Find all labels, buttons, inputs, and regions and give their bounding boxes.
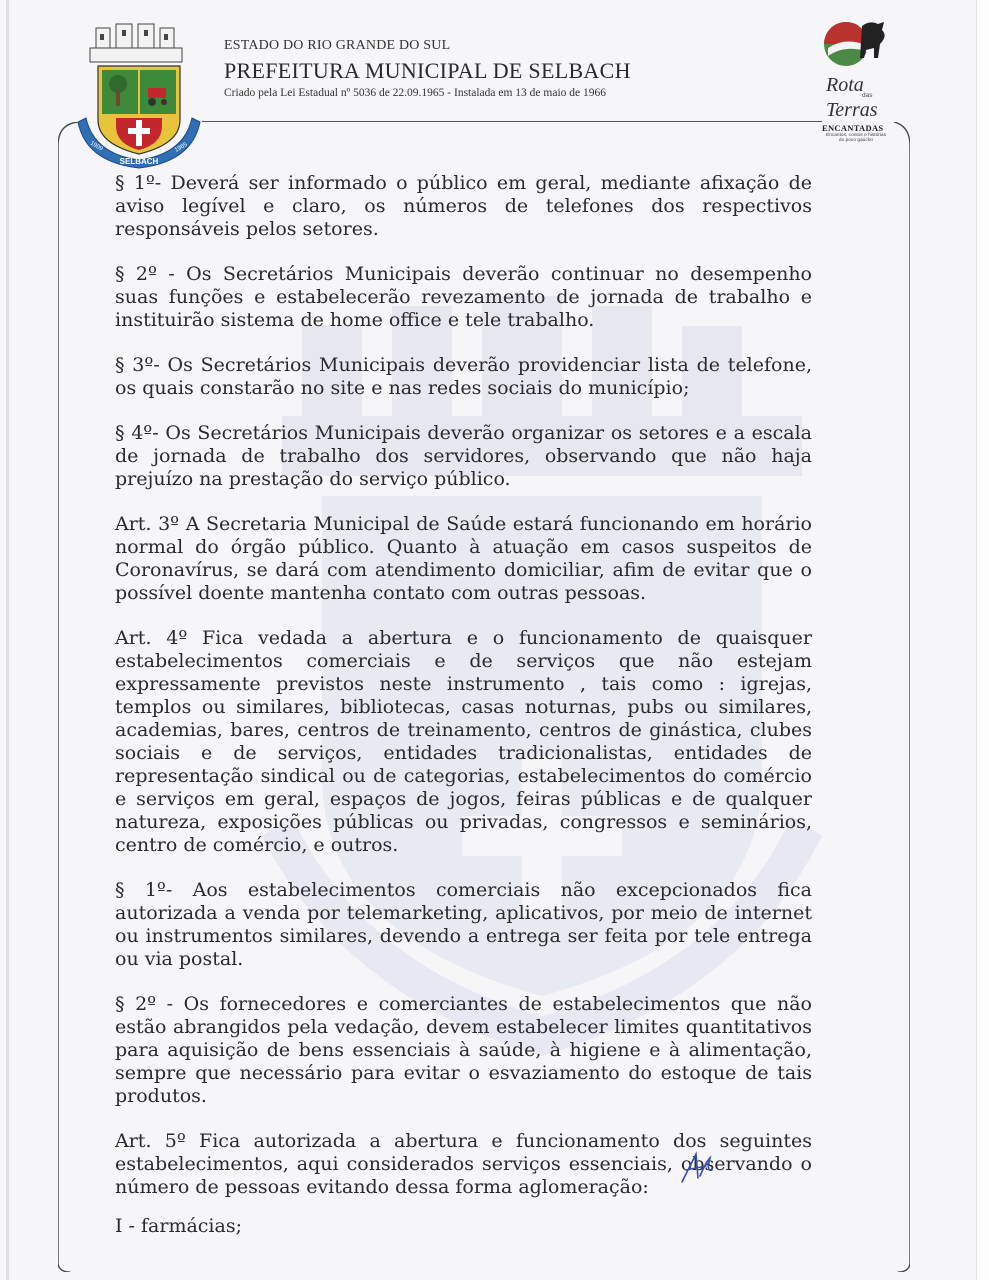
article-4: Art. 4º Fica vedada a abertura e o funcionamento de quaisquer estabelecimentos comerciais e de serviços que não estejam expressamente previstos neste instrumento , tais como : igrejas, templos ou similares, bibliotecas, casas noturnas, pubs ou similares, academias, bares, centros de treinamento, centros de ginástica, clubes sociais e de serviços, entidades tradicionalistas, entidades de representação sindical ou de categorias, estabelecimentos do comércio e serviços em geral, espaços de jogos, feiras públicas e de qualquer natureza, exposições públicas ou privadas, congressos e seminários, centro de comércio, e outros. [115,627,812,856]
logo-word-das: das [862,92,873,99]
logo-word-encantadas: ENCANTADAS [822,123,884,133]
paragraph-2: § 2º - Os Secretários Municipais deverão continuar no desempenho suas funções e estabelecerão revezamento de jornada de trabalho e instituirão sistema de home office e tele trabalho. [115,263,812,331]
logo-word-terras: Terras [826,99,878,121]
creation-law-subtitle: Criado pela Lei Estadual nº 5036 de 22.09.1965 - Instalada em 13 de maio de 1966 [224,87,607,99]
article-5: Art. 5º Fica autorizada a abertura e funcionamento dos seguintes estabelecimentos, aqui considerados serviços essenciais, observando o número de pessoas evitando dessa forma aglomeração: [115,1130,812,1198]
page-edge-shadow [6,0,9,1280]
item-i: I - farmácias; [115,1215,242,1237]
logo-tagline: Encantos, contos e histórias do povo gaúcho [826,133,886,144]
decree-body [115,172,812,1260]
paragraph-3: § 3º- Os Secretários Municipais deverão providenciar lista de telefone, os quais constarão no site e nas redes sociais do município; [115,354,812,399]
article-4-paragraph-1: § 1º- Aos estabelecimentos comerciais não excepcionados fica autorizada a venda por telemarketing, aplicativos, por meio de internet ou instrumentos similares, devendo a entrega ser feita por tele entrega ou via postal. [115,879,812,970]
handwritten-initials [676,1148,716,1188]
logo-word-rota: Rota [826,74,864,96]
paragraph-4: § 4º- Os Secretários Municipais deverão organizar os setores e a escala de jornada de trabalho dos servidores, observando que não haja prejuízo na prestação do serviço público. [115,422,812,490]
article-3: Art. 3º A Secretaria Municipal de Saúde estará funcionando em horário normal do órgão público. Quanto à atuação em casos suspeitos de Coronavírus, se dará com atendimento domiciliar, afim de evitar que o possível doente mantenha contato com outras pessoas. [115,513,812,604]
crest-year-right: 1965 [174,141,189,154]
letterhead [224,38,631,99]
state-name: ESTADO DO RIO GRANDE DO SUL [224,38,451,53]
crest-year-left: 1909 [89,140,104,153]
municipal-crest-logo [76,22,202,172]
article-4-paragraph-2: § 2º - Os fornecedores e comerciantes de estabelecimentos que não estão abrangidos pela vedação, devem estabelecer limites quantitativos para aquisição de bens essenciais à saúde, à higiene e à alimentação, sempre que necessário para evitar o esvaziamento do estoque de tais produtos. [115,993,812,1107]
prefeitura-title: PREFEITURA MUNICIPAL DE SELBACH [224,58,631,83]
crest-banner-text: SELBACH [119,157,159,166]
page-edge-margin [976,0,989,1280]
header-divider [202,121,822,122]
paragraph-1: § 1º- Deverá ser informado o público em geral, mediante afixação de aviso legível e claro, os números de telefones dos respectivos responsáveis pelos setores. [115,172,812,240]
